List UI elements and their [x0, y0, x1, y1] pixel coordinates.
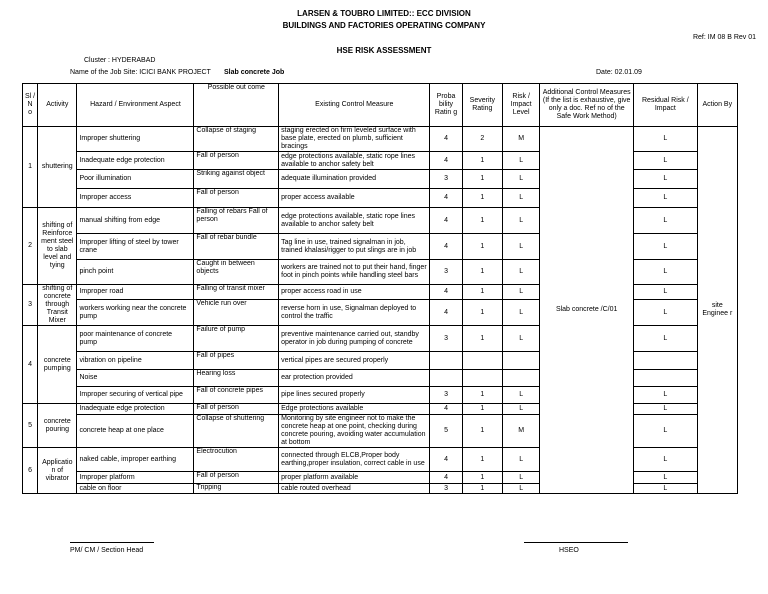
row-outcome: Fall of pipes — [194, 352, 279, 370]
row-probability: 3 — [430, 387, 462, 404]
action-by: site Enginee r — [697, 127, 737, 494]
row-severity: 1 — [462, 234, 502, 260]
row-severity: 1 — [462, 152, 502, 170]
row-control-measure: preventive maintenance carried out, standby operator in job during pumping of concrete — [279, 326, 430, 352]
row-residual-risk: L — [634, 448, 698, 472]
row-severity: 1 — [462, 387, 502, 404]
col-residual: Residual Risk / Impact — [634, 84, 698, 127]
row-risk-level — [502, 370, 539, 387]
row-outcome: Fall of person — [194, 472, 279, 484]
row-severity — [462, 352, 502, 370]
row-probability: 4 — [430, 285, 462, 300]
row-outcome: Falling of transit mixer — [194, 285, 279, 300]
row-control-measure: ear protection provided — [279, 370, 430, 387]
row-probability: 5 — [430, 415, 462, 448]
row-residual-risk: L — [634, 387, 698, 404]
row-hazard: Improper securing of vertical pipe — [77, 387, 194, 404]
page-title: HSE RISK ASSESSMENT — [336, 46, 432, 55]
row-probability: 4 — [430, 234, 462, 260]
row-residual-risk: L — [634, 127, 698, 152]
row-activity: concrete pumping — [38, 326, 77, 404]
assessment-date: Date: 02.01.09 — [596, 69, 642, 76]
row-residual-risk: L — [634, 484, 698, 494]
row-control-measure: Monitoring by site engineer not to make the concrete heap at one point, checking during concrete pouring, avoiding water accumulation at bottom — [279, 415, 430, 448]
row-hazard: Improper access — [77, 189, 194, 208]
row-residual-risk: L — [634, 208, 698, 234]
row-control-measure: reverse horn in use, Signalman deployed to control the traffic — [279, 300, 430, 326]
row-activity: shifting of Reinforce ment steel to slab level and tying — [38, 208, 77, 285]
row-probability: 4 — [430, 300, 462, 326]
row-activity: Applicatio n of vibrator — [38, 448, 77, 494]
row-risk-level: L — [502, 448, 539, 472]
row-sl-number: 3 — [23, 285, 38, 326]
col-additional: Additional Control Measures (If the list is exhaustive, give only a doc. Ref no of the Safe Work Method) — [540, 84, 634, 127]
row-probability: 4 — [430, 448, 462, 472]
row-risk-level: L — [502, 260, 539, 285]
row-severity: 1 — [462, 448, 502, 472]
row-hazard: cable on floor — [77, 484, 194, 494]
row-residual-risk: L — [634, 415, 698, 448]
company-name: LARSEN & TOUBRO LIMITED:: ECC DIVISION — [297, 9, 471, 18]
row-residual-risk: L — [634, 326, 698, 352]
row-activity: concrete pouring — [38, 404, 77, 448]
row-residual-risk — [634, 352, 698, 370]
row-residual-risk — [634, 370, 698, 387]
row-risk-level: L — [502, 472, 539, 484]
row-probability: 3 — [430, 170, 462, 189]
row-hazard: concrete heap at one place — [77, 415, 194, 448]
row-outcome: Striking against object — [194, 170, 279, 189]
row-outcome: Tripping — [194, 484, 279, 494]
row-control-measure: edge protections available, static rope lines available to anchor safety belt — [279, 152, 430, 170]
row-severity: 2 — [462, 127, 502, 152]
row-probability — [430, 370, 462, 387]
row-hazard: vibration on pipeline — [77, 352, 194, 370]
risk-assessment-table — [22, 83, 738, 494]
row-severity: 1 — [462, 189, 502, 208]
additional-control-measure: Slab concrete /C/01 — [540, 127, 634, 494]
row-outcome: Fall of concrete pipes — [194, 387, 279, 404]
col-activity: Activity — [38, 84, 77, 127]
row-hazard: Inadequate edge protection — [77, 404, 194, 415]
signature-line-right — [524, 542, 628, 543]
col-action: Action By — [697, 84, 737, 127]
row-control-measure: proper platform available — [279, 472, 430, 484]
row-control-measure: cable routed overhead — [279, 484, 430, 494]
row-risk-level: L — [502, 234, 539, 260]
row-residual-risk: L — [634, 404, 698, 415]
row-outcome: Failure of pump — [194, 326, 279, 352]
row-control-measure: edge protections available, static rope lines available to anchor safety belt — [279, 208, 430, 234]
row-sl-number: 5 — [23, 404, 38, 448]
row-outcome: Fall of person — [194, 189, 279, 208]
row-severity — [462, 370, 502, 387]
row-residual-risk: L — [634, 260, 698, 285]
col-probability: Proba bility Ratin g — [430, 84, 462, 127]
signature-line-left — [70, 542, 154, 543]
row-probability: 4 — [430, 152, 462, 170]
row-probability: 3 — [430, 484, 462, 494]
row-risk-level: M — [502, 415, 539, 448]
row-outcome: Collapse of shuttering — [194, 415, 279, 448]
row-sl-number: 2 — [23, 208, 38, 285]
col-sl: Sl / N o — [23, 84, 38, 127]
row-control-measure: vertical pipes are secured properly — [279, 352, 430, 370]
row-hazard: Improper lifting of steel by tower crane — [77, 234, 194, 260]
row-hazard: naked cable, improper earthing — [77, 448, 194, 472]
row-outcome: Caught in between objects — [194, 260, 279, 285]
row-risk-level: L — [502, 189, 539, 208]
row-risk-level: L — [502, 170, 539, 189]
row-residual-risk: L — [634, 189, 698, 208]
row-control-measure: proper access road in use — [279, 285, 430, 300]
row-severity: 1 — [462, 415, 502, 448]
row-risk-level: L — [502, 285, 539, 300]
cluster-value: : HYDERABAD — [108, 57, 156, 64]
row-outcome: Vehicle run over — [194, 300, 279, 326]
signature-label-right: HSEO — [559, 547, 579, 554]
row-outcome: Fall of person — [194, 404, 279, 415]
col-hazard: Hazard / Environment Aspect — [77, 84, 194, 127]
row-severity: 1 — [462, 326, 502, 352]
row-severity: 1 — [462, 260, 502, 285]
signature-label-left: PM/ CM / Section Head — [70, 547, 144, 554]
row-outcome: Hearing loss — [194, 370, 279, 387]
row-severity: 1 — [462, 208, 502, 234]
row-residual-risk: L — [634, 472, 698, 484]
row-severity: 1 — [462, 300, 502, 326]
row-severity: 1 — [462, 285, 502, 300]
row-risk-level: L — [502, 208, 539, 234]
col-outcome: Possible out come — [194, 84, 279, 127]
row-hazard: poor maintenance of concrete pump — [77, 326, 194, 352]
row-risk-level: L — [502, 484, 539, 494]
row-sl-number: 6 — [23, 448, 38, 494]
row-severity: 1 — [462, 484, 502, 494]
row-probability — [430, 352, 462, 370]
row-hazard: Improper road — [77, 285, 194, 300]
row-residual-risk: L — [634, 285, 698, 300]
job-name: Slab concrete Job — [224, 69, 285, 76]
row-hazard: manual shifting from edge — [77, 208, 194, 234]
row-sl-number: 1 — [23, 127, 38, 208]
row-probability: 3 — [430, 260, 462, 285]
row-outcome: Fall of rebar bundle — [194, 234, 279, 260]
row-risk-level: L — [502, 300, 539, 326]
row-activity: shifting of concrete through Transit Mixer — [38, 285, 77, 326]
row-probability: 4 — [430, 127, 462, 152]
row-probability: 4 — [430, 472, 462, 484]
col-control: Existing Control Measure — [279, 84, 430, 127]
row-severity: 1 — [462, 404, 502, 415]
row-probability: 4 — [430, 208, 462, 234]
row-residual-risk: L — [634, 234, 698, 260]
row-severity: 1 — [462, 472, 502, 484]
row-outcome: Collapse of staging — [194, 127, 279, 152]
row-residual-risk: L — [634, 300, 698, 326]
row-probability: 4 — [430, 189, 462, 208]
cluster-label: Cluster — [84, 57, 107, 64]
row-hazard: workers working near the concrete pump — [77, 300, 194, 326]
row-severity: 1 — [462, 170, 502, 189]
row-hazard: Noise — [77, 370, 194, 387]
row-hazard: Improper shuttering — [77, 127, 194, 152]
job-site: Name of the Job Site: ICICI BANK PROJECT — [70, 69, 211, 76]
row-risk-level: L — [502, 404, 539, 415]
row-risk-level: M — [502, 127, 539, 152]
row-risk-level — [502, 352, 539, 370]
table-row — [23, 127, 738, 152]
row-residual-risk: L — [634, 170, 698, 189]
row-outcome: Falling of rebars Fall of person — [194, 208, 279, 234]
row-outcome: Fall of person — [194, 152, 279, 170]
row-control-measure: Edge protections available — [279, 404, 430, 415]
row-sl-number: 4 — [23, 326, 38, 404]
row-control-measure: connected through ELCB,Proper body earthing,proper insulation, correct cable in use — [279, 448, 430, 472]
row-control-measure: pipe lines secured properly — [279, 387, 430, 404]
document-ref: Ref: IM 08 B Rev 01 — [692, 34, 756, 41]
row-hazard: Inadequate edge protection — [77, 152, 194, 170]
row-control-measure: workers are trained not to put their hand, finger foot in pinch points while handling steel bars — [279, 260, 430, 285]
row-hazard: Improper platform — [77, 472, 194, 484]
row-hazard: pinch point — [77, 260, 194, 285]
division-name: BUILDINGS AND FACTORIES OPERATING COMPANY — [282, 21, 486, 30]
row-control-measure: proper access available — [279, 189, 430, 208]
row-activity: shuttering — [38, 127, 77, 208]
row-probability: 3 — [430, 326, 462, 352]
row-control-measure: adequate illumination provided — [279, 170, 430, 189]
row-control-measure: staging erected on firm leveled surface with base plate, erected on plumb, sufficient bracings — [279, 127, 430, 152]
row-control-measure: Tag line in use, trained signalman in job, trained khalasi/rigger to put slings are in job — [279, 234, 430, 260]
col-severity: Severity Rating — [462, 84, 502, 127]
row-residual-risk: L — [634, 152, 698, 170]
row-outcome: Electrocution — [194, 448, 279, 472]
row-hazard: Poor illumination — [77, 170, 194, 189]
row-risk-level: L — [502, 152, 539, 170]
row-risk-level: L — [502, 326, 539, 352]
col-risk: Risk / Impact Level — [502, 84, 539, 127]
row-risk-level: L — [502, 387, 539, 404]
row-probability: 4 — [430, 404, 462, 415]
